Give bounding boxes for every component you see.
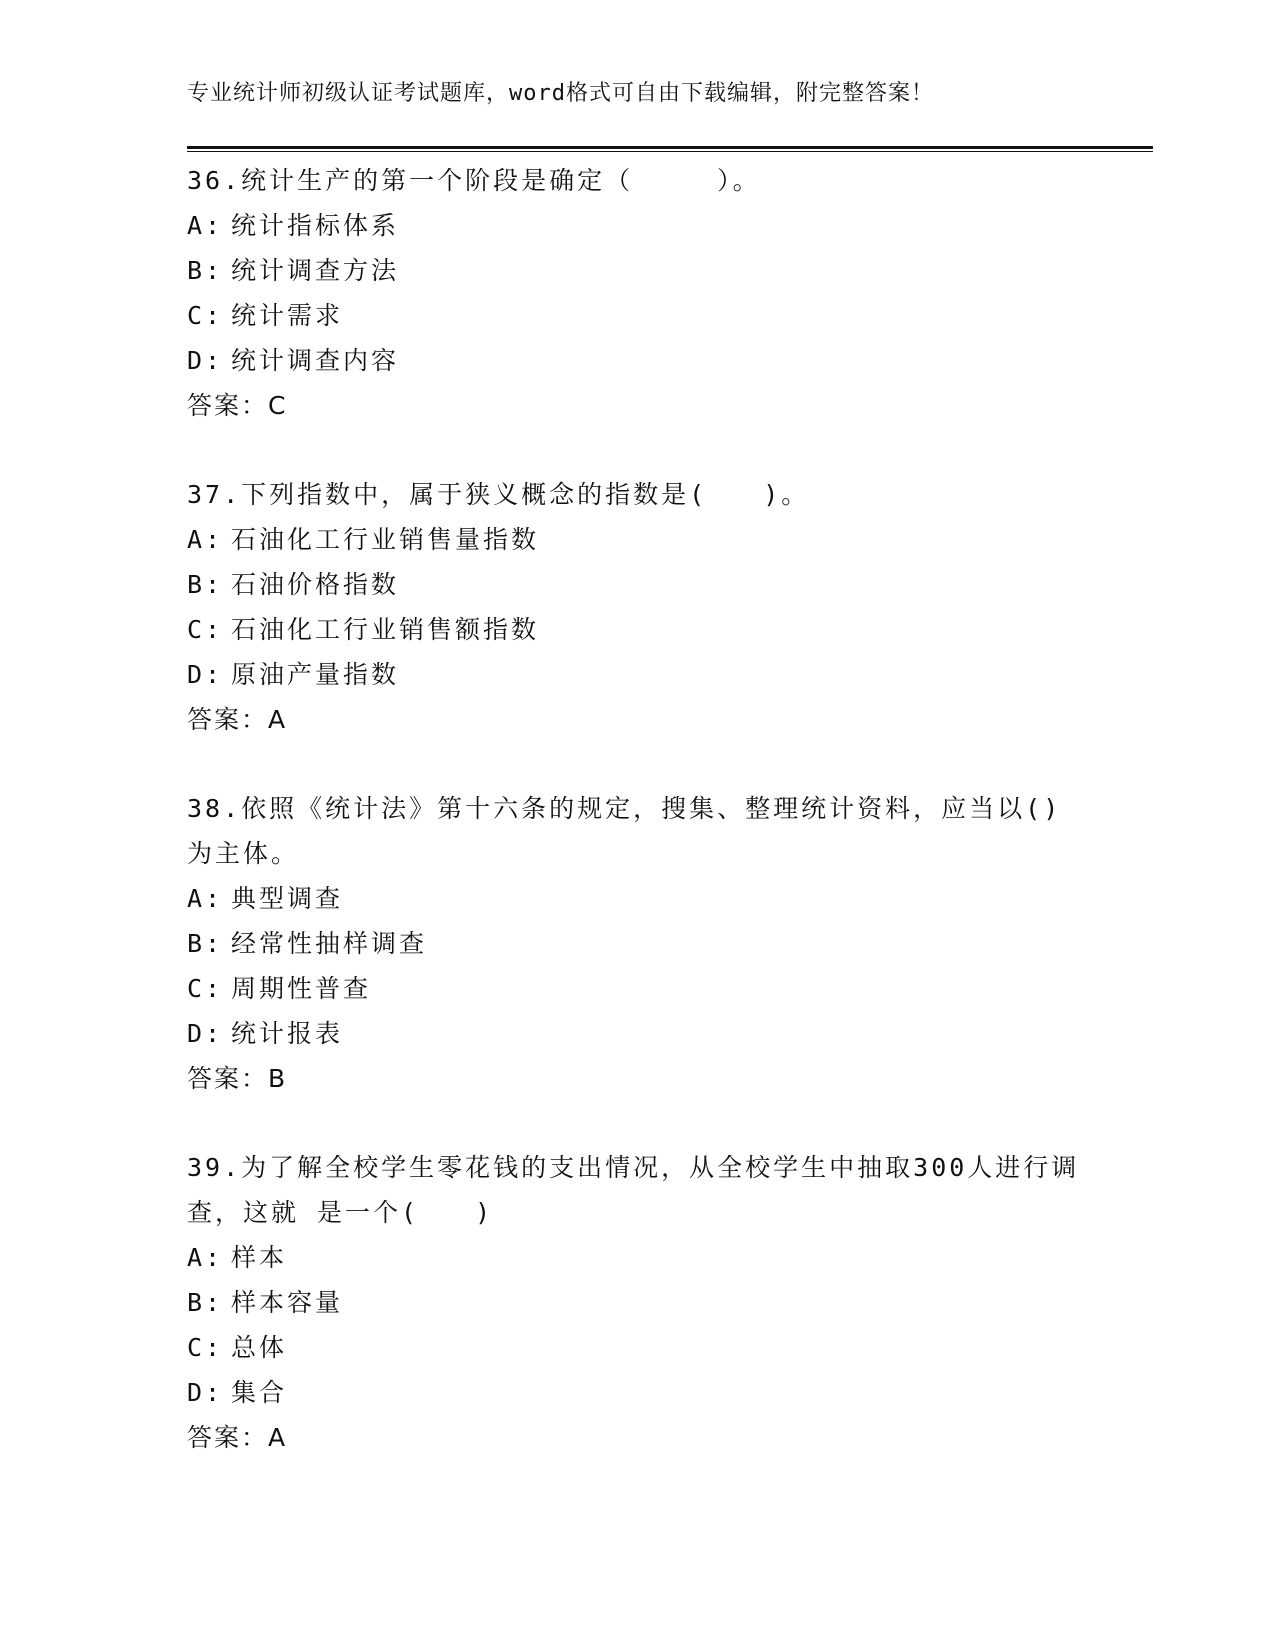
option-key: A: [187,525,224,554]
option-a [187,1235,1087,1280]
option-key: B: [187,929,224,958]
option-text: 经常性抽样调查 [231,929,428,958]
option-key: A: [187,884,224,913]
option-b [187,921,1087,966]
question-36 [187,158,1087,428]
option-text: 样本 [231,1243,288,1272]
option-key: D: [187,1378,224,1407]
question-stem: 39.为了解全校学生零花钱的支出情况，从全校学生中抽取300人进行调查，这就 是一个( ) [187,1153,1080,1227]
option-text: 石油化工行业销售量指数 [231,525,540,554]
option-d [187,652,1087,697]
option-text: 石油化工行业销售额指数 [231,615,540,644]
question-38 [187,786,1087,1101]
question-stem: 36.统计生产的第一个阶段是确定（ ）。 [187,166,761,195]
answer-line: 答案：A [187,705,288,734]
option-key: B: [187,1288,224,1317]
header-divider-thick [187,146,1153,149]
page-header: 专业统计师初级认证考试题库，word格式可自由下载编辑，附完整答案！ [187,81,934,106]
option-b [187,248,1087,293]
option-key: B: [187,570,224,599]
option-key: C: [187,974,224,1003]
option-c [187,1325,1087,1370]
option-text: 样本容量 [231,1288,344,1317]
option-text: 集合 [231,1378,288,1407]
question-39 [187,1145,1087,1460]
option-text: 统计报表 [231,1019,344,1048]
option-b [187,1280,1087,1325]
option-text: 统计需求 [231,301,344,330]
option-key: C: [187,301,224,330]
header-divider-thin [187,151,1153,152]
option-c [187,607,1087,652]
option-a [187,876,1087,921]
question-stem: 37.下列指数中，属于狭义概念的指数是( )。 [187,480,810,509]
option-d [187,338,1087,383]
option-text: 原油产量指数 [231,660,400,689]
option-text: 统计指标体系 [231,211,400,240]
question-stem: 38.依照《统计法》第十六条的规定，搜集、整理统计资料，应当以()为主体。 [187,794,1062,868]
question-list [187,158,1087,1504]
option-text: 统计调查方法 [231,256,400,285]
answer-line: 答案：C [187,391,288,420]
option-key: A: [187,211,224,240]
option-text: 总体 [231,1333,288,1362]
option-key: D: [187,346,224,375]
option-b [187,562,1087,607]
option-a [187,517,1087,562]
answer-line: 答案：B [187,1064,288,1093]
option-text: 周期性普查 [231,974,372,1003]
option-text: 典型调查 [231,884,344,913]
option-c [187,293,1087,338]
option-text: 统计调查内容 [231,346,400,375]
question-37 [187,472,1087,742]
option-key: D: [187,1019,224,1048]
option-d [187,1370,1087,1415]
option-key: D: [187,660,224,689]
option-d [187,1011,1087,1056]
option-key: C: [187,615,224,644]
option-a [187,203,1087,248]
option-key: A: [187,1243,224,1272]
option-c [187,966,1087,1011]
answer-line: 答案：A [187,1423,288,1452]
option-key: B: [187,256,224,285]
option-text: 石油价格指数 [231,570,400,599]
option-key: C: [187,1333,224,1362]
